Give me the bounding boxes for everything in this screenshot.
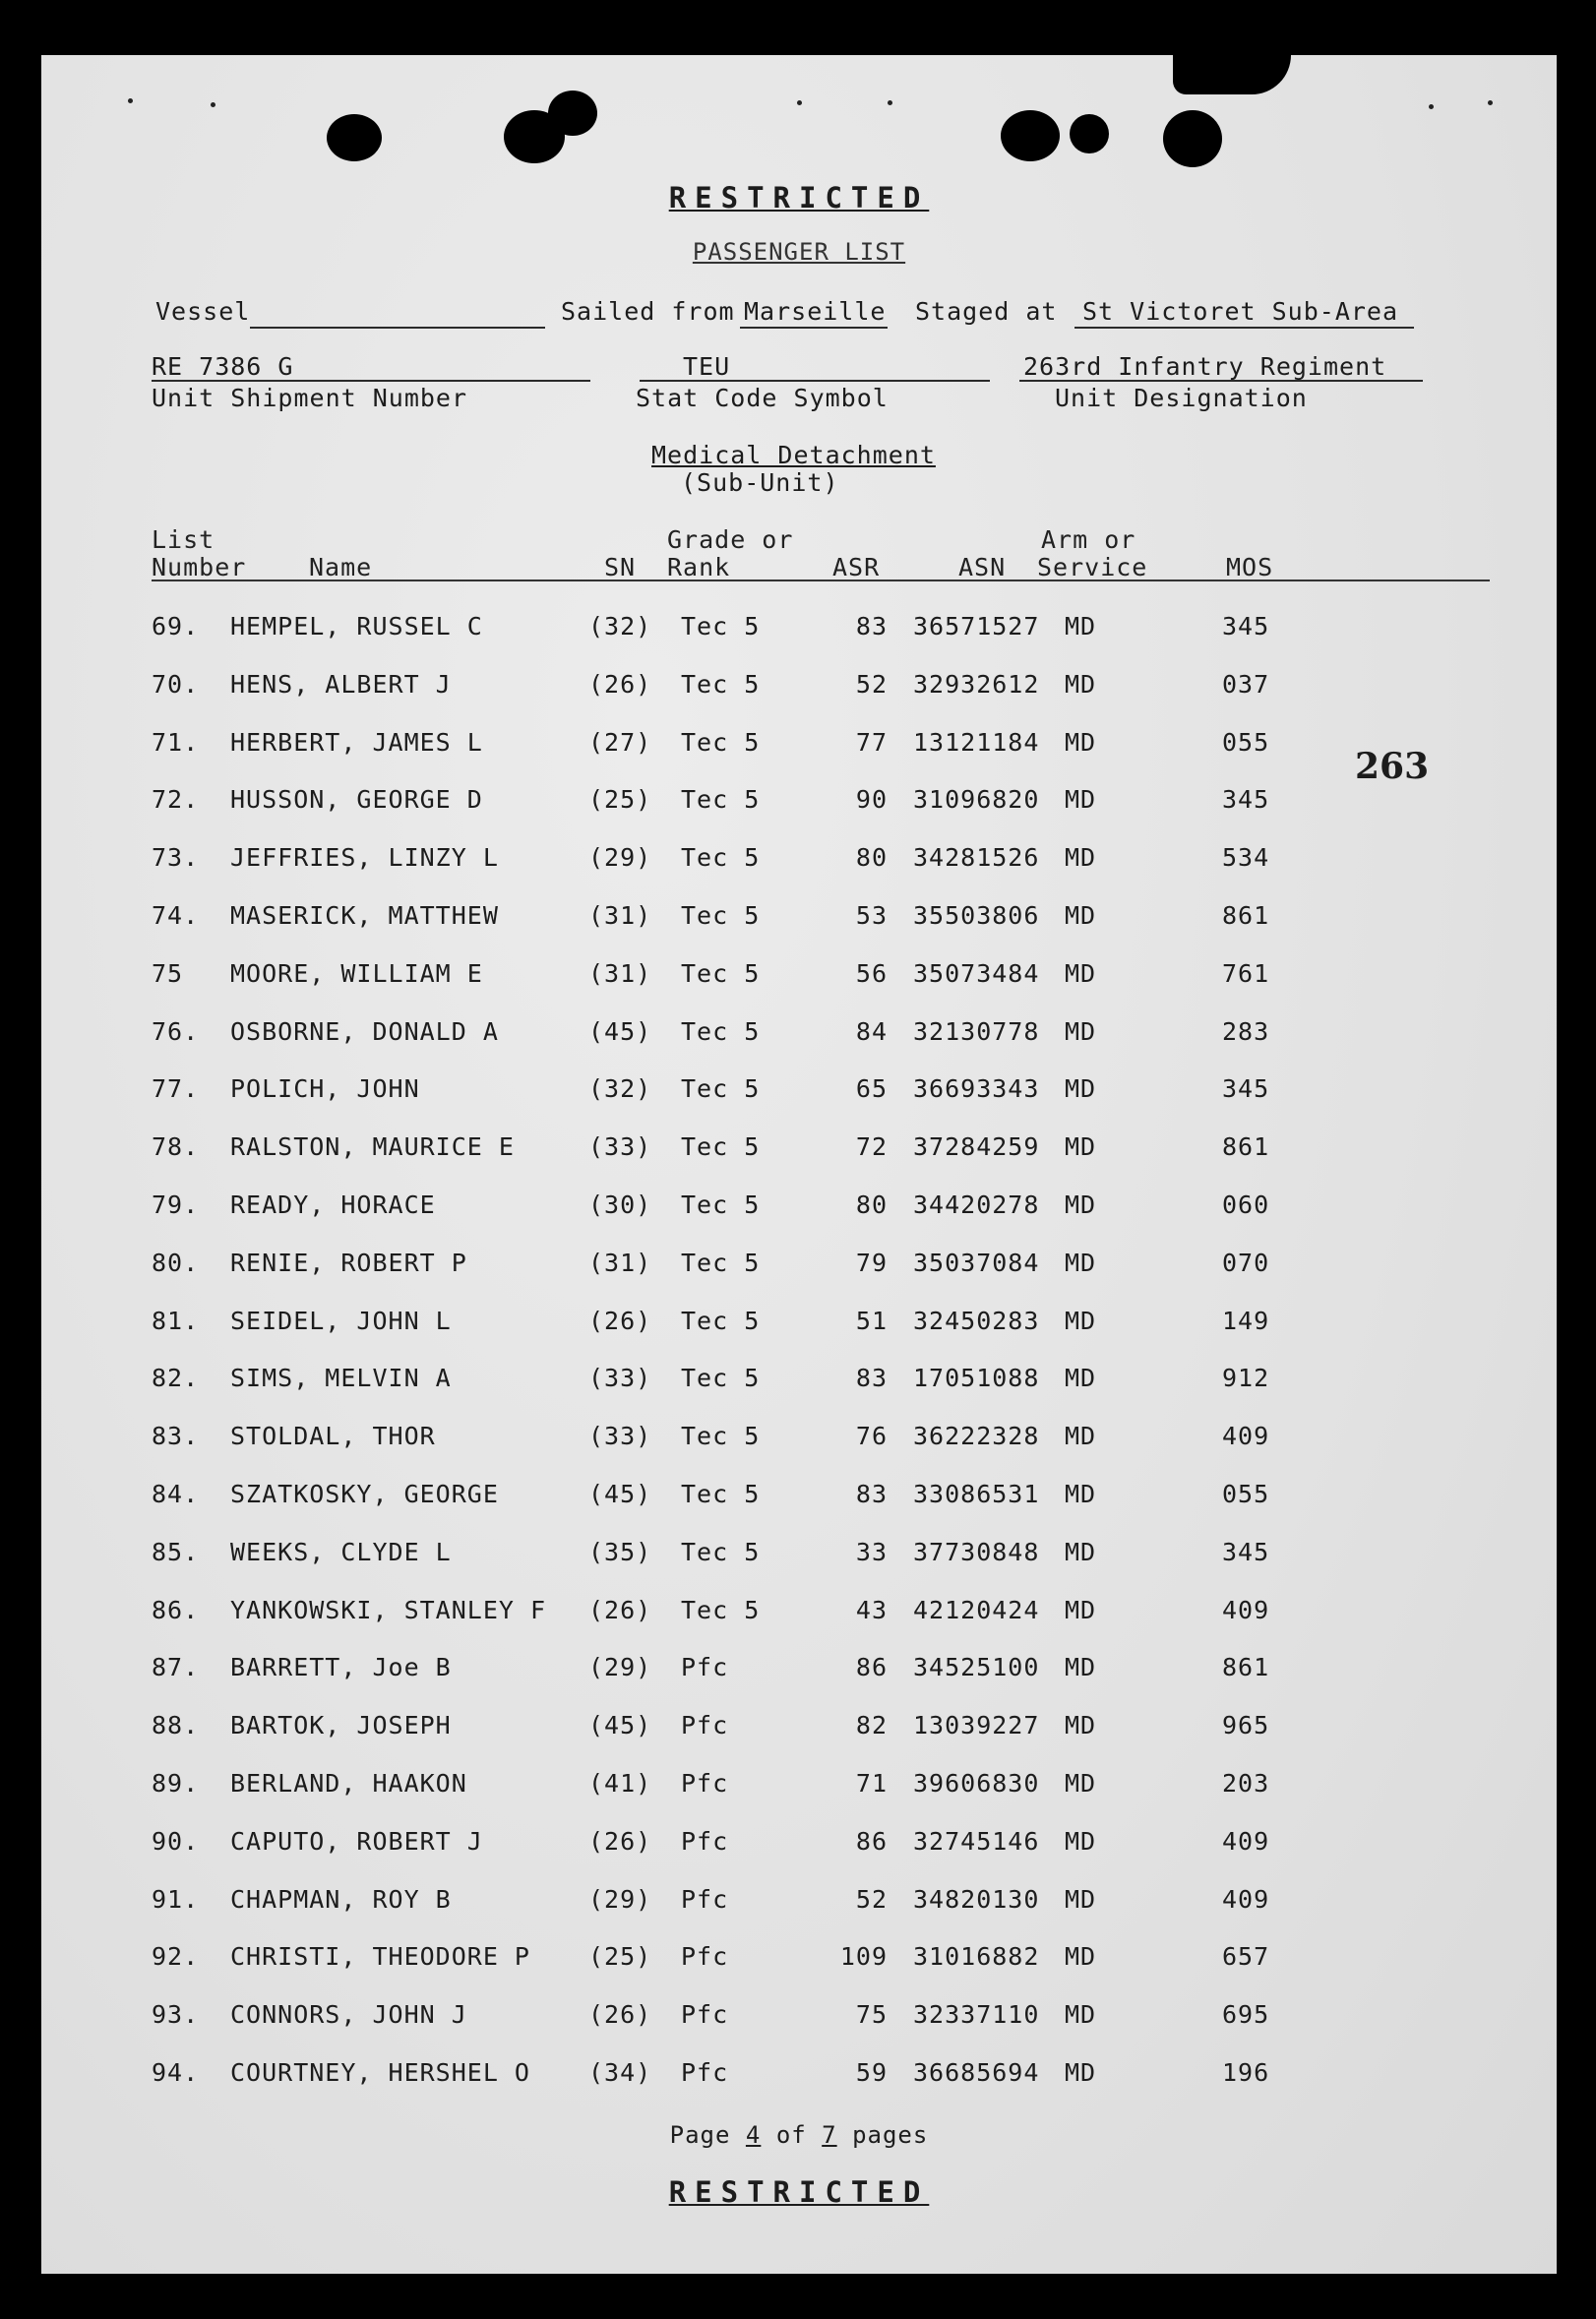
cell-mos: 203 <box>1222 1769 1270 1798</box>
col-mos: MOS <box>1226 553 1274 581</box>
cell-mos: 345 <box>1222 612 1270 641</box>
punch-hole-left <box>327 114 382 161</box>
cell-arm: MD <box>1065 785 1097 815</box>
cell-age: (27) <box>588 727 652 757</box>
speck <box>128 98 133 103</box>
cell-asr: 83 <box>855 1364 888 1393</box>
cell-mos: 345 <box>1222 1074 1270 1104</box>
cell-grade: Pfc <box>681 1769 729 1798</box>
cell-age: (26) <box>588 669 652 699</box>
cell-mos: 861 <box>1222 1653 1270 1682</box>
punch-hole-right <box>1163 110 1222 167</box>
page-current: 4 <box>745 2121 762 2149</box>
cell-age: (29) <box>588 843 652 873</box>
cell-age: (45) <box>588 1480 652 1508</box>
cell-num: 73. <box>152 843 200 873</box>
cell-arm: MD <box>1065 1364 1097 1393</box>
vessel-underline <box>250 327 545 329</box>
cell-age: (45) <box>588 1016 652 1046</box>
cell-grade: Tec 5 <box>681 1537 761 1566</box>
cell-asn: 37730848 <box>913 1537 1040 1566</box>
cell-arm: MD <box>1065 1480 1097 1508</box>
cell-name: HENS, ALBERT J <box>230 669 452 699</box>
cell-name: RALSTON, MAURICE E <box>230 1132 515 1162</box>
cell-mos: 060 <box>1222 1190 1270 1219</box>
speck <box>1429 104 1434 109</box>
cell-age: (31) <box>588 901 652 930</box>
cell-asr: 65 <box>855 1074 888 1104</box>
cell-name: MOORE, WILLIAM E <box>230 958 483 988</box>
cell-num: 84. <box>152 1480 200 1508</box>
sailed-from-underline <box>740 327 888 329</box>
cell-asn: 34525100 <box>913 1653 1040 1682</box>
cell-mos: 912 <box>1222 1364 1270 1393</box>
cell-grade: Tec 5 <box>681 1248 761 1277</box>
cell-mos: 409 <box>1222 1884 1270 1914</box>
cell-arm: MD <box>1065 1595 1097 1624</box>
cell-grade: Tec 5 <box>681 1074 761 1104</box>
cell-arm: MD <box>1065 1132 1097 1162</box>
cell-num: 93. <box>152 2000 200 2030</box>
cell-asr: 86 <box>855 1653 888 1682</box>
cell-age: (26) <box>588 1306 652 1335</box>
cell-num: 71. <box>152 727 200 757</box>
vessel-label: Vessel <box>155 297 251 326</box>
cell-num: 91. <box>152 1884 200 1914</box>
unit-designation-value: 263rd Infantry Regiment <box>1023 352 1387 381</box>
cell-age: (35) <box>588 1537 652 1566</box>
table-row <box>41 959 1557 999</box>
cell-arm: MD <box>1065 1942 1097 1972</box>
cell-arm: MD <box>1065 1306 1097 1335</box>
sailed-from-value: Marseille <box>744 297 887 326</box>
cell-grade: Tec 5 <box>681 1306 761 1335</box>
cell-asr: 52 <box>855 669 888 699</box>
cell-grade: Tec 5 <box>681 1364 761 1393</box>
cell-arm: MD <box>1065 2000 1097 2030</box>
table-row <box>41 2000 1557 2040</box>
col-asr: ASR <box>832 553 881 581</box>
cell-asr: 80 <box>855 1190 888 1219</box>
cell-arm: MD <box>1065 1074 1097 1104</box>
cell-age: (31) <box>588 1248 652 1277</box>
cell-arm: MD <box>1065 901 1097 930</box>
document-page <box>41 55 1557 2274</box>
cell-asn: 13121184 <box>913 727 1040 757</box>
cell-num: 75 <box>152 958 184 988</box>
margin-number: 263 <box>1355 746 1430 787</box>
cell-arm: MD <box>1065 669 1097 699</box>
cell-asn: 13039227 <box>913 1711 1040 1740</box>
cell-grade: Pfc <box>681 1826 729 1856</box>
cell-age: (32) <box>588 1074 652 1104</box>
classification-header: RESTRICTED <box>668 181 930 214</box>
sailed-from-label: Sailed from <box>561 297 735 326</box>
cell-arm: MD <box>1065 1884 1097 1914</box>
cell-age: (33) <box>588 1364 652 1393</box>
cell-grade: Tec 5 <box>681 785 761 815</box>
cell-grade: Pfc <box>681 1884 729 1914</box>
cell-age: (33) <box>588 1422 652 1451</box>
cell-arm: MD <box>1065 1537 1097 1566</box>
staged-at-label: Staged at <box>915 297 1058 326</box>
cell-name: MASERICK, MATTHEW <box>230 901 499 930</box>
cell-num: 90. <box>152 1826 200 1856</box>
table-row <box>41 1480 1557 1519</box>
cell-age: (45) <box>588 1711 652 1740</box>
cell-asn: 36571527 <box>913 612 1040 641</box>
cell-name: CAPUTO, ROBERT J <box>230 1826 483 1856</box>
cell-mos: 761 <box>1222 958 1270 988</box>
cell-asr: 43 <box>855 1595 888 1624</box>
cell-mos: 283 <box>1222 1016 1270 1046</box>
cell-num: 76. <box>152 1016 200 1046</box>
cell-asn: 34281526 <box>913 843 1040 873</box>
page-suffix: pages <box>852 2121 929 2149</box>
cell-grade: Tec 5 <box>681 727 761 757</box>
table-row <box>41 1942 1557 1982</box>
cell-name: JEFFRIES, LINZY L <box>230 843 499 873</box>
cell-asr: 52 <box>855 1884 888 1914</box>
cell-num: 87. <box>152 1653 200 1682</box>
staged-at-value: St Victoret Sub-Area <box>1082 297 1399 326</box>
cell-num: 81. <box>152 1306 200 1335</box>
cell-num: 70. <box>152 669 200 699</box>
unit-shipment-underline <box>152 380 590 382</box>
cell-name: HUSSON, GEORGE D <box>230 785 483 815</box>
unit-designation-underline <box>1019 380 1423 382</box>
table-row <box>41 728 1557 767</box>
col-grade-line2: Rank <box>667 553 731 581</box>
punch-hole-center-left-2 <box>548 91 597 136</box>
cell-asn: 34420278 <box>913 1190 1040 1219</box>
cell-asr: 76 <box>855 1422 888 1451</box>
cell-num: 85. <box>152 1537 200 1566</box>
cell-num: 72. <box>152 785 200 815</box>
cell-asr: 71 <box>855 1769 888 1798</box>
table-row <box>41 1190 1557 1230</box>
cell-asn: 33086531 <box>913 1480 1040 1508</box>
unit-designation-label: Unit Designation <box>1055 384 1308 412</box>
cell-grade: Tec 5 <box>681 1595 761 1624</box>
cell-age: (30) <box>588 1190 652 1219</box>
unit-shipment-label: Unit Shipment Number <box>152 384 468 412</box>
cell-name: BARRETT, Joe B <box>230 1653 452 1682</box>
cell-mos: 345 <box>1222 785 1270 815</box>
cell-asn: 37284259 <box>913 1132 1040 1162</box>
cell-asn: 32337110 <box>913 2000 1040 2030</box>
list-title: PASSENGER LIST <box>692 238 906 266</box>
stat-code-underline <box>640 380 990 382</box>
cell-age: (29) <box>588 1884 652 1914</box>
cell-age: (25) <box>588 785 652 815</box>
cell-age: (26) <box>588 1595 652 1624</box>
table-row <box>41 670 1557 709</box>
table-row <box>41 1596 1557 1635</box>
cell-arm: MD <box>1065 2058 1097 2087</box>
cell-grade: Tec 5 <box>681 612 761 641</box>
cell-asn: 17051088 <box>913 1364 1040 1393</box>
table-row <box>41 1307 1557 1346</box>
cell-arm: MD <box>1065 727 1097 757</box>
table-row <box>41 1017 1557 1057</box>
table-row <box>41 843 1557 883</box>
table-row <box>41 2058 1557 2098</box>
cell-arm: MD <box>1065 1711 1097 1740</box>
cell-asn: 32130778 <box>913 1016 1040 1046</box>
cell-arm: MD <box>1065 1653 1097 1682</box>
cell-asn: 36222328 <box>913 1422 1040 1451</box>
cell-asr: 33 <box>855 1537 888 1566</box>
cell-name: SZATKOSKY, GEORGE <box>230 1480 499 1508</box>
cell-name: STOLDAL, THOR <box>230 1422 436 1451</box>
cell-num: 77. <box>152 1074 200 1104</box>
cell-age: (26) <box>588 2000 652 2030</box>
cell-asn: 39606830 <box>913 1769 1040 1798</box>
cell-age: (34) <box>588 2058 652 2087</box>
cell-asn: 35503806 <box>913 901 1040 930</box>
cell-num: 69. <box>152 612 200 641</box>
table-row <box>41 785 1557 824</box>
staged-at-underline <box>1074 327 1414 329</box>
col-list-line2: Number <box>152 553 247 581</box>
table-row <box>41 1885 1557 1924</box>
cell-grade: Tec 5 <box>681 669 761 699</box>
cell-num: 83. <box>152 1422 200 1451</box>
table-row <box>41 1249 1557 1288</box>
cell-asn: 34820130 <box>913 1884 1040 1914</box>
sub-unit-label: (Sub-Unit) <box>681 468 839 497</box>
cell-mos: 149 <box>1222 1306 1270 1335</box>
cell-arm: MD <box>1065 843 1097 873</box>
cell-arm: MD <box>1065 1769 1097 1798</box>
classification-footer: RESTRICTED <box>668 2175 930 2209</box>
cell-grade: Pfc <box>681 2058 729 2087</box>
col-list-line1: List <box>152 525 215 554</box>
cell-grade: Pfc <box>681 1711 729 1740</box>
cell-num: 80. <box>152 1248 200 1277</box>
cell-asr: 90 <box>855 785 888 815</box>
cell-grade: Tec 5 <box>681 1132 761 1162</box>
col-asn: ASN <box>958 553 1007 581</box>
cell-grade: Tec 5 <box>681 958 761 988</box>
cell-asn: 36685694 <box>913 2058 1040 2087</box>
cell-age: (32) <box>588 612 652 641</box>
cell-name: WEEKS, CLYDE L <box>230 1537 452 1566</box>
cell-asr: 77 <box>855 727 888 757</box>
cell-name: YANKOWSKI, STANLEY F <box>230 1595 547 1624</box>
speck <box>797 100 802 105</box>
cell-name: CHAPMAN, ROY B <box>230 1884 452 1914</box>
cell-asr: 83 <box>855 1480 888 1508</box>
cell-mos: 345 <box>1222 1537 1270 1566</box>
cell-grade: Tec 5 <box>681 1422 761 1451</box>
cell-grade: Tec 5 <box>681 1016 761 1046</box>
cell-arm: MD <box>1065 1190 1097 1219</box>
punch-hole-center-right-2 <box>1070 114 1109 153</box>
cell-age: (41) <box>588 1769 652 1798</box>
cell-grade: Tec 5 <box>681 901 761 930</box>
cell-num: 82. <box>152 1364 200 1393</box>
cell-asr: 109 <box>839 1942 888 1972</box>
cell-grade: Tec 5 <box>681 1480 761 1508</box>
cell-asr: 80 <box>855 843 888 873</box>
col-arm-line2: Service <box>1037 553 1148 581</box>
cell-mos: 534 <box>1222 843 1270 873</box>
cell-asr: 83 <box>855 612 888 641</box>
cell-name: HERBERT, JAMES L <box>230 727 483 757</box>
cell-asn: 36693343 <box>913 1074 1040 1104</box>
cell-mos: 196 <box>1222 2058 1270 2087</box>
cell-mos: 409 <box>1222 1826 1270 1856</box>
cell-num: 74. <box>152 901 200 930</box>
cell-arm: MD <box>1065 612 1097 641</box>
cell-asn: 35073484 <box>913 958 1040 988</box>
cell-mos: 409 <box>1222 1422 1270 1451</box>
table-row <box>41 612 1557 651</box>
cell-asn: 32745146 <box>913 1826 1040 1856</box>
table-row <box>41 1538 1557 1577</box>
unit-shipment-value: RE 7386 G <box>152 352 294 381</box>
cell-asr: 59 <box>855 2058 888 2087</box>
torn-corner <box>1173 55 1291 94</box>
cell-asn: 35037084 <box>913 1248 1040 1277</box>
cell-name: SEIDEL, JOHN L <box>230 1306 452 1335</box>
cell-asr: 79 <box>855 1248 888 1277</box>
table-row <box>41 1074 1557 1114</box>
cell-age: (33) <box>588 1132 652 1162</box>
cell-grade: Tec 5 <box>681 1190 761 1219</box>
cell-num: 78. <box>152 1132 200 1162</box>
cell-name: OSBORNE, DONALD A <box>230 1016 499 1046</box>
cell-mos: 055 <box>1222 727 1270 757</box>
cell-name: CONNORS, JOHN J <box>230 2000 467 2030</box>
table-row <box>41 1132 1557 1172</box>
cell-grade: Pfc <box>681 1942 729 1972</box>
cell-mos: 037 <box>1222 669 1270 699</box>
cell-num: 89. <box>152 1769 200 1798</box>
cell-asr: 75 <box>855 2000 888 2030</box>
cell-age: (31) <box>588 958 652 988</box>
cell-asn: 32450283 <box>913 1306 1040 1335</box>
cell-asr: 84 <box>855 1016 888 1046</box>
header-rule <box>152 580 1490 581</box>
page-total: 7 <box>822 2121 837 2149</box>
cell-arm: MD <box>1065 1016 1097 1046</box>
cell-name: COURTNEY, HERSHEL O <box>230 2058 530 2087</box>
cell-arm: MD <box>1065 1422 1097 1451</box>
table-row <box>41 1711 1557 1750</box>
cell-name: BARTOK, JOSEPH <box>230 1711 452 1740</box>
cell-asr: 72 <box>855 1132 888 1162</box>
speck <box>1488 100 1493 105</box>
cell-mos: 070 <box>1222 1248 1270 1277</box>
cell-age: (29) <box>588 1653 652 1682</box>
stat-code-value: TEU <box>683 352 731 381</box>
cell-num: 92. <box>152 1942 200 1972</box>
cell-mos: 409 <box>1222 1595 1270 1624</box>
cell-name: SIMS, MELVIN A <box>230 1364 452 1393</box>
cell-arm: MD <box>1065 1826 1097 1856</box>
cell-grade: Pfc <box>681 2000 729 2030</box>
speck <box>211 102 215 107</box>
col-arm-line1: Arm or <box>1041 525 1136 554</box>
cell-num: 79. <box>152 1190 200 1219</box>
table-row <box>41 1827 1557 1866</box>
cell-name: RENIE, ROBERT P <box>230 1248 467 1277</box>
cell-mos: 695 <box>1222 2000 1270 2030</box>
cell-mos: 657 <box>1222 1942 1270 1972</box>
cell-arm: MD <box>1065 1248 1097 1277</box>
table-row <box>41 1364 1557 1403</box>
page-indicator <box>41 2121 1557 2149</box>
cell-mos: 861 <box>1222 1132 1270 1162</box>
cell-num: 88. <box>152 1711 200 1740</box>
cell-num: 94. <box>152 2058 200 2087</box>
page-of: of <box>775 2121 807 2149</box>
page-prefix: Page <box>669 2121 731 2149</box>
table-row <box>41 1653 1557 1692</box>
cell-asn: 32932612 <box>913 669 1040 699</box>
cell-grade: Pfc <box>681 1653 729 1682</box>
cell-name: READY, HORACE <box>230 1190 436 1219</box>
col-name: Name <box>309 553 373 581</box>
cell-name: HEMPEL, RUSSEL C <box>230 612 483 641</box>
speck <box>888 100 892 105</box>
cell-num: 86. <box>152 1595 200 1624</box>
table-row <box>41 901 1557 941</box>
cell-asn: 31096820 <box>913 785 1040 815</box>
cell-asn: 31016882 <box>913 1942 1040 1972</box>
cell-arm: MD <box>1065 958 1097 988</box>
cell-name: CHRISTI, THEODORE P <box>230 1942 530 1972</box>
col-sn: SN <box>604 553 637 581</box>
cell-asr: 56 <box>855 958 888 988</box>
cell-asr: 86 <box>855 1826 888 1856</box>
cell-age: (25) <box>588 1942 652 1972</box>
table-row <box>41 1422 1557 1461</box>
sub-unit-value: Medical Detachment <box>651 441 936 469</box>
cell-mos: 965 <box>1222 1711 1270 1740</box>
stat-code-label: Stat Code Symbol <box>636 384 889 412</box>
cell-asr: 82 <box>855 1711 888 1740</box>
cell-asr: 53 <box>855 901 888 930</box>
cell-mos: 861 <box>1222 901 1270 930</box>
col-grade-line1: Grade or <box>667 525 794 554</box>
cell-grade: Tec 5 <box>681 843 761 873</box>
cell-name: POLICH, JOHN <box>230 1074 420 1104</box>
table-row <box>41 1769 1557 1808</box>
cell-name: BERLAND, HAAKON <box>230 1769 467 1798</box>
cell-asn: 42120424 <box>913 1595 1040 1624</box>
cell-age: (26) <box>588 1826 652 1856</box>
cell-mos: 055 <box>1222 1480 1270 1508</box>
cell-asr: 51 <box>855 1306 888 1335</box>
punch-hole-center-right <box>1001 110 1060 161</box>
